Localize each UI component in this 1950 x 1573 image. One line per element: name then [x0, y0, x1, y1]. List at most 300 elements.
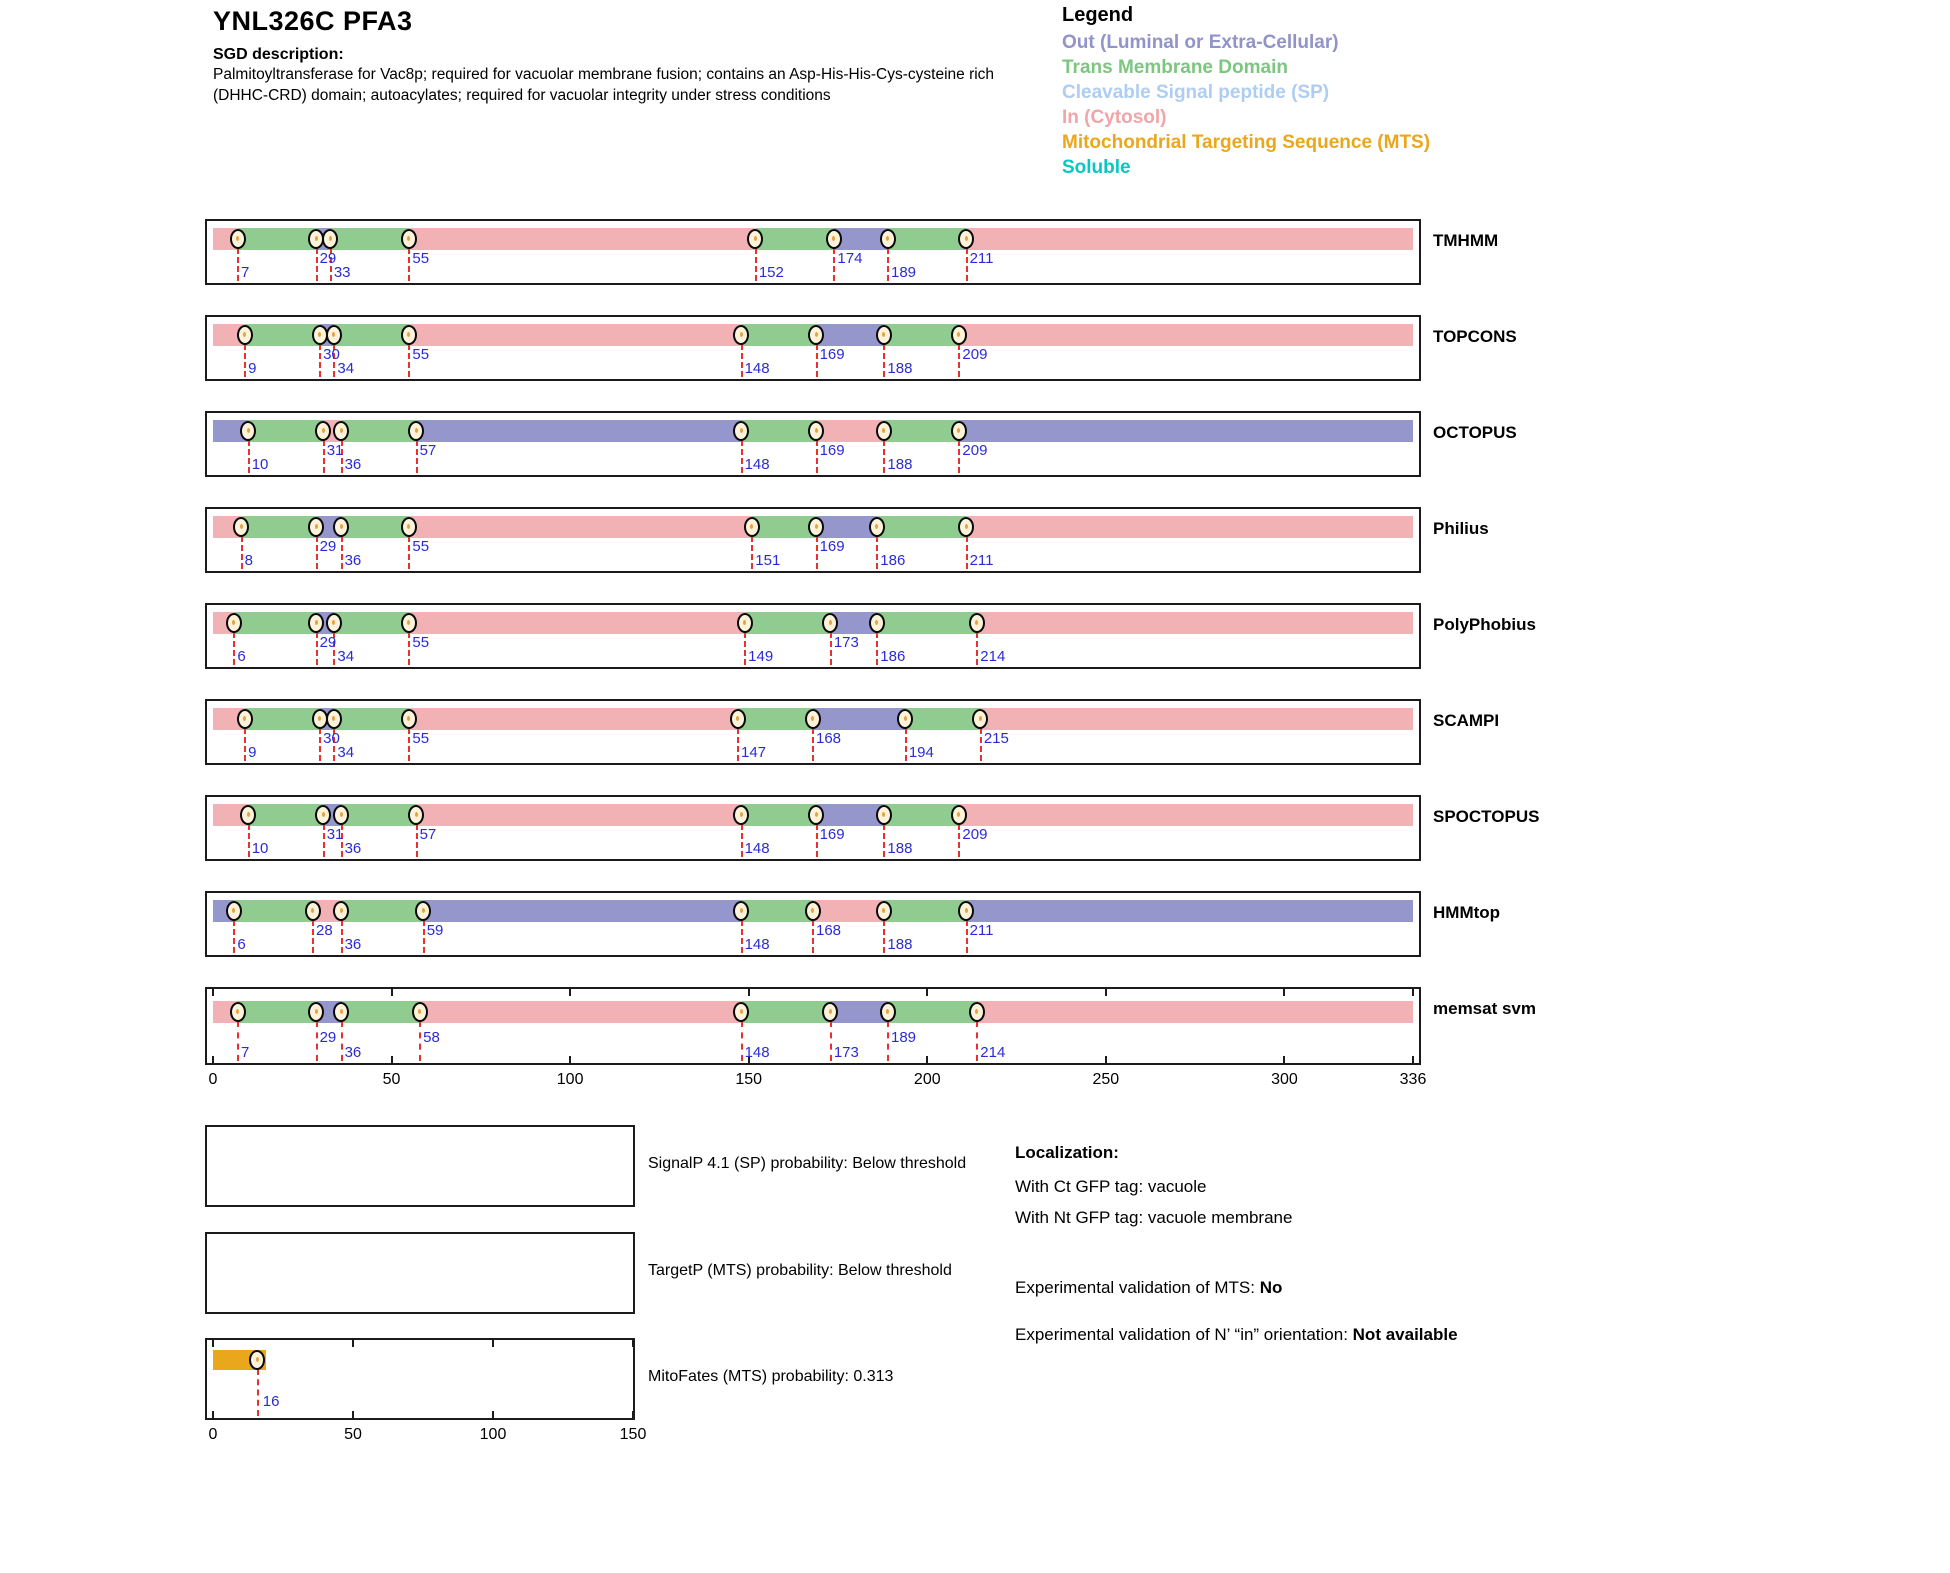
- boundary-marker: [805, 709, 821, 729]
- boundary-dashline: [958, 440, 960, 473]
- boundary-label: 168: [816, 922, 842, 939]
- axis-tick: [352, 1411, 354, 1418]
- boundary-marker: [249, 1350, 265, 1370]
- boundary-dashline: [423, 920, 425, 953]
- axis-tick: [212, 1411, 214, 1418]
- boundary-marker: [969, 1002, 985, 1022]
- segment-in: [959, 804, 1413, 826]
- boundary-marker: [733, 325, 749, 345]
- axis-tick: [632, 1411, 634, 1418]
- boundary-label: 58: [423, 1029, 440, 1046]
- boundary-label: 174: [837, 250, 863, 267]
- axis-tick: [391, 989, 393, 996]
- boundary-label: 55: [412, 634, 430, 651]
- boundary-marker: [805, 901, 821, 921]
- boundary-label: 173: [833, 1044, 859, 1061]
- boundary-dashline: [319, 344, 321, 377]
- axis-tick-label: 0: [208, 1426, 218, 1443]
- boundary-label: 189: [891, 264, 917, 281]
- boundary-label: 33: [333, 264, 351, 281]
- boundary-marker: [737, 613, 753, 633]
- boundary-label: 214: [980, 648, 1006, 665]
- boundary-dashline: [341, 1021, 343, 1061]
- targetp-plot: [205, 1232, 635, 1314]
- boundary-dashline: [341, 536, 343, 569]
- axis-tick: [926, 1056, 928, 1063]
- boundary-marker: [951, 805, 967, 825]
- segment-tm: [742, 1001, 831, 1023]
- segment-tm: [245, 708, 320, 730]
- sgd-description-text: Palmitoyltransferase for Vac8p; required for vacuolar membrane fusion; contains an Asp-His-His-Cys-cysteine rich (DHHC-CRD) domain; autoacylates; required for vacuolar integrity under stress conditions: [213, 66, 995, 104]
- boundary-marker: [333, 517, 349, 537]
- axis-tick: [1105, 1056, 1107, 1063]
- signalp-plot-label: SignalP 4.1 (SP) probability: Below threshold: [648, 1155, 967, 1172]
- boundary-marker: [733, 805, 749, 825]
- boundary-marker: [869, 613, 885, 633]
- segment-tm: [342, 1001, 421, 1023]
- segment-tm: [342, 516, 410, 538]
- track-name: SPOCTOPUS: [1433, 807, 1540, 826]
- mts-line-prefix: Experimental validation of MTS:: [1015, 1278, 1260, 1297]
- segment-out: [817, 804, 885, 826]
- boundary-dashline: [241, 536, 243, 569]
- boundary-label: 8: [244, 552, 253, 569]
- boundary-label: 169: [819, 442, 845, 459]
- segment-in: [417, 804, 742, 826]
- axis-tick: [352, 1340, 354, 1347]
- orientation-line-prefix: Experimental validation of N’ “in” orientation:: [1015, 1325, 1353, 1344]
- boundary-marker: [869, 517, 885, 537]
- segment-tm: [334, 612, 409, 634]
- axis-tick-label: 150: [735, 1071, 763, 1088]
- segment-tm: [334, 324, 409, 346]
- boundary-dashline: [816, 344, 818, 377]
- segment-out: [817, 324, 885, 346]
- boundary-dashline: [416, 824, 418, 857]
- boundary-marker: [880, 1002, 896, 1022]
- boundary-label: 59: [426, 922, 444, 939]
- boundary-marker: [230, 229, 246, 249]
- boundary-marker: [308, 1002, 324, 1022]
- segment-in: [977, 612, 1413, 634]
- segment-in: [409, 516, 752, 538]
- boundary-label: 31: [326, 442, 344, 459]
- boundary-marker: [880, 229, 896, 249]
- boundary-label: 10: [251, 456, 269, 473]
- segment-tm: [884, 804, 959, 826]
- boundary-dashline: [323, 824, 325, 857]
- boundary-label: 188: [887, 456, 913, 473]
- segment-tm: [342, 804, 417, 826]
- boundary-label: 9: [248, 360, 257, 377]
- boundary-label: 9: [248, 744, 257, 761]
- boundary-marker: [315, 805, 331, 825]
- localization-orientation-line: [1015, 1322, 1470, 1348]
- boundary-label: 151: [755, 552, 781, 569]
- track-name: memsat svm: [1433, 999, 1537, 1018]
- axis-tick-label: 200: [913, 1071, 941, 1088]
- boundary-dashline: [816, 824, 818, 857]
- boundary-dashline: [244, 728, 246, 761]
- boundary-marker: [897, 709, 913, 729]
- legend-item: Out (Luminal or Extra-Cellular): [1062, 32, 1339, 53]
- boundary-label: 30: [323, 346, 340, 363]
- boundary-label: 186: [880, 552, 906, 569]
- boundary-label: 169: [819, 826, 845, 843]
- boundary-dashline: [419, 1021, 421, 1061]
- localization-ct-line: With Ct GFP tag: vacuole: [1015, 1177, 1207, 1196]
- segment-in: [409, 228, 755, 250]
- boundary-dashline: [323, 440, 325, 473]
- boundary-label: 36: [344, 456, 362, 473]
- boundary-dashline: [883, 824, 885, 857]
- boundary-label: 55: [412, 538, 430, 555]
- segment-tm: [249, 420, 324, 442]
- boundary-dashline: [316, 632, 318, 665]
- boundary-marker: [972, 709, 988, 729]
- legend-item: Cleavable Signal peptide (SP): [1062, 82, 1330, 103]
- boundary-dashline: [316, 248, 318, 281]
- segment-out: [959, 420, 1413, 442]
- boundary-dashline: [966, 536, 968, 569]
- segment-out: [417, 420, 742, 442]
- legend: [1062, 4, 1430, 180]
- boundary-marker: [412, 1002, 428, 1022]
- segment-tm: [331, 228, 410, 250]
- track-name: HMMtop: [1433, 903, 1501, 922]
- boundary-marker: [240, 805, 256, 825]
- boundary-dashline: [887, 1021, 889, 1061]
- legend-item: In (Cytosol): [1062, 107, 1167, 128]
- axis-tick-label: 336: [1399, 1071, 1427, 1088]
- localization-nt-line: With Nt GFP tag: vacuole membrane: [1015, 1208, 1293, 1227]
- legend-item: Trans Membrane Domain: [1062, 57, 1288, 78]
- segment-in: [409, 708, 738, 730]
- boundary-dashline: [319, 728, 321, 761]
- boundary-label: 148: [744, 360, 770, 377]
- boundary-label: 148: [744, 456, 770, 473]
- boundary-dashline: [237, 248, 239, 281]
- boundary-marker: [333, 1002, 349, 1022]
- segment-in: [409, 324, 741, 346]
- boundary-label: 55: [412, 346, 430, 363]
- boundary-label: 29: [319, 250, 337, 267]
- boundary-dashline: [741, 1021, 743, 1061]
- boundary-label: 209: [962, 442, 988, 459]
- boundary-marker: [733, 1002, 749, 1022]
- boundary-marker: [226, 613, 242, 633]
- axis-tick: [212, 1340, 214, 1347]
- boundary-label: 168: [816, 730, 842, 747]
- boundary-marker: [233, 517, 249, 537]
- boundary-marker: [876, 805, 892, 825]
- boundary-marker: [822, 613, 838, 633]
- boundary-dashline: [408, 728, 410, 761]
- boundary-dashline: [816, 440, 818, 473]
- boundary-label: 209: [962, 826, 988, 843]
- boundary-dashline: [741, 920, 743, 953]
- segment-tm: [877, 516, 966, 538]
- boundary-label: 148: [744, 936, 770, 953]
- axis-tick-label: 300: [1271, 1071, 1298, 1088]
- boundary-label: 211: [969, 250, 994, 267]
- segment-tm: [742, 324, 817, 346]
- boundary-label: 36: [344, 1044, 362, 1061]
- axis-tick: [748, 989, 750, 996]
- boundary-marker: [747, 229, 763, 249]
- boundary-marker: [876, 421, 892, 441]
- boundary-dashline: [876, 536, 878, 569]
- boundary-marker: [240, 421, 256, 441]
- boundary-marker: [333, 805, 349, 825]
- boundary-marker: [326, 709, 342, 729]
- boundary-dashline: [751, 536, 753, 569]
- boundary-marker: [958, 901, 974, 921]
- boundary-label: 34: [337, 648, 355, 665]
- axis-tick: [1412, 1056, 1414, 1063]
- boundary-marker: [401, 229, 417, 249]
- axis-tick: [212, 1056, 214, 1063]
- segment-tm: [249, 804, 324, 826]
- boundary-label: 30: [323, 730, 340, 747]
- boundary-label: 173: [833, 634, 859, 651]
- boundary-marker: [326, 613, 342, 633]
- boundary-marker: [733, 901, 749, 921]
- boundary-dashline: [883, 344, 885, 377]
- legend-items: [1062, 30, 1430, 180]
- boundary-dashline: [341, 920, 343, 953]
- boundary-dashline: [316, 536, 318, 569]
- boundary-label: 188: [887, 936, 913, 953]
- axis-tick: [569, 989, 571, 996]
- signalp-plot: [205, 1125, 635, 1207]
- segment-tm: [884, 324, 959, 346]
- legend-item: Mitochondrial Targeting Sequence (MTS): [1062, 132, 1431, 153]
- segment-tm: [888, 1001, 977, 1023]
- boundary-dashline: [237, 1021, 239, 1061]
- boundary-dashline: [812, 728, 814, 761]
- boundary-label: 189: [891, 1029, 917, 1046]
- boundary-marker: [401, 709, 417, 729]
- boundary-dashline: [737, 728, 739, 761]
- axis-tick-label: 100: [479, 1426, 507, 1443]
- boundary-label: 211: [969, 922, 994, 939]
- segment-in: [967, 228, 1413, 250]
- boundary-label: 149: [748, 648, 774, 665]
- axis-tick-label: 150: [619, 1426, 647, 1443]
- segment-in: [981, 708, 1413, 730]
- boundary-label: 188: [887, 840, 913, 857]
- segment-in: [959, 324, 1413, 346]
- boundary-marker: [315, 421, 331, 441]
- boundary-marker: [969, 613, 985, 633]
- axis-tick: [492, 1340, 494, 1347]
- axis-tick-label: 50: [344, 1426, 362, 1443]
- boundary-marker: [401, 325, 417, 345]
- boundary-dashline: [830, 632, 832, 665]
- boundary-dashline: [316, 1021, 318, 1061]
- boundary-dashline: [876, 632, 878, 665]
- boundary-marker: [333, 901, 349, 921]
- boundary-marker: [822, 1002, 838, 1022]
- boundary-dashline: [744, 632, 746, 665]
- segment-tm: [245, 324, 320, 346]
- boundary-label: 57: [419, 826, 437, 843]
- segment-tm: [884, 420, 959, 442]
- boundary-marker: [876, 901, 892, 921]
- boundary-marker: [408, 421, 424, 441]
- boundary-dashline: [883, 440, 885, 473]
- mitofates-plot-label: MitoFates (MTS) probability: 0.313: [648, 1368, 894, 1385]
- boundary-label: 169: [819, 346, 845, 363]
- segment-tm: [238, 1001, 317, 1023]
- boundary-dashline: [741, 824, 743, 857]
- boundary-dashline: [966, 920, 968, 953]
- boundary-dashline: [976, 632, 978, 665]
- sgd-description-label: SGD description:: [213, 46, 344, 63]
- boundary-label: 148: [744, 1044, 770, 1061]
- boundary-dashline: [976, 1021, 978, 1061]
- segment-in: [817, 420, 885, 442]
- boundary-dashline: [741, 440, 743, 473]
- axis-tick: [492, 1411, 494, 1418]
- boundary-label: 55: [412, 250, 430, 267]
- boundary-dashline: [883, 920, 885, 953]
- axis-tick-label: 0: [208, 1071, 218, 1088]
- boundary-marker: [808, 517, 824, 537]
- boundary-label: 169: [819, 538, 845, 555]
- boundary-marker: [876, 325, 892, 345]
- boundary-marker: [230, 1002, 246, 1022]
- track-name: Philius: [1433, 519, 1489, 538]
- segment-out: [424, 900, 742, 922]
- boundary-dashline: [248, 440, 250, 473]
- boundary-dashline: [416, 440, 418, 473]
- localization-mts-line: [1015, 1275, 1485, 1301]
- boundary-label: 29: [319, 634, 337, 651]
- segment-tm: [888, 228, 967, 250]
- boundary-marker: [326, 325, 342, 345]
- boundary-dashline: [887, 248, 889, 281]
- boundary-marker: [730, 709, 746, 729]
- segment-tm: [334, 708, 409, 730]
- track-name: SCAMPI: [1433, 711, 1500, 730]
- boundary-label: 6: [237, 648, 246, 665]
- boundary-marker: [401, 517, 417, 537]
- boundary-label: 28: [316, 922, 333, 939]
- boundary-dashline: [408, 344, 410, 377]
- boundary-label: 16: [262, 1393, 280, 1410]
- boundary-dashline: [958, 344, 960, 377]
- boundary-label: 7: [241, 264, 250, 281]
- boundary-label: 186: [880, 648, 906, 665]
- boundary-label: 7: [241, 1044, 250, 1061]
- boundary-label: 152: [758, 264, 784, 281]
- boundary-marker: [237, 709, 253, 729]
- segment-tm: [745, 612, 831, 634]
- boundary-label: 31: [326, 826, 344, 843]
- axis-tick-label: 50: [382, 1071, 401, 1088]
- segment-tm: [242, 516, 317, 538]
- boundary-label: 215: [983, 730, 1009, 747]
- segment-tm: [234, 612, 316, 634]
- boundary-marker: [415, 901, 431, 921]
- boundary-marker: [808, 805, 824, 825]
- boundary-dashline: [233, 632, 235, 665]
- boundary-marker: [951, 325, 967, 345]
- segment-tm: [742, 804, 817, 826]
- boundary-label: 34: [337, 744, 355, 761]
- segment-out: [813, 708, 906, 730]
- boundary-label: 34: [337, 360, 355, 377]
- boundary-dashline: [812, 920, 814, 953]
- boundary-dashline: [755, 248, 757, 281]
- boundary-label: 148: [744, 840, 770, 857]
- axis-tick: [391, 1056, 393, 1063]
- segment-tm: [238, 228, 317, 250]
- boundary-dashline: [233, 920, 235, 953]
- track-name: TOPCONS: [1433, 327, 1517, 346]
- boundary-marker: [826, 229, 842, 249]
- orientation-line-value: Not available: [1352, 1325, 1458, 1344]
- boundary-dashline: [408, 248, 410, 281]
- boundary-marker: [733, 421, 749, 441]
- boundary-marker: [951, 421, 967, 441]
- boundary-label: 36: [344, 552, 362, 569]
- boundary-marker: [401, 613, 417, 633]
- segment-tm: [342, 900, 424, 922]
- boundary-dashline: [980, 728, 982, 761]
- boundary-label: 36: [344, 936, 362, 953]
- boundary-marker: [305, 901, 321, 921]
- segment-tm: [877, 612, 977, 634]
- boundary-marker: [226, 901, 242, 921]
- axis-tick: [926, 989, 928, 996]
- boundary-label: 147: [741, 744, 767, 761]
- axis-tick: [1283, 1056, 1285, 1063]
- axis-tick: [632, 1340, 634, 1347]
- boundary-label: 214: [980, 1044, 1006, 1061]
- boundary-dashline: [244, 344, 246, 377]
- track-name: OCTOPUS: [1433, 423, 1517, 442]
- boundary-marker: [237, 325, 253, 345]
- segment-in: [409, 612, 745, 634]
- segment-tm: [742, 900, 813, 922]
- boundary-dashline: [833, 248, 835, 281]
- axis-tick: [1105, 989, 1107, 996]
- boundary-marker: [308, 517, 324, 537]
- axis-tick: [1283, 989, 1285, 996]
- boundary-label: 6: [237, 936, 246, 953]
- boundary-dashline: [830, 1021, 832, 1061]
- axis-tick-label: 100: [556, 1071, 584, 1088]
- segment-in: [977, 1001, 1413, 1023]
- track-name: TMHMM: [1433, 231, 1499, 250]
- boundary-dashline: [408, 632, 410, 665]
- boundary-marker: [958, 517, 974, 537]
- boundary-label: 29: [319, 1029, 337, 1046]
- boundary-label: 188: [887, 360, 913, 377]
- segment-tm: [342, 420, 417, 442]
- boundary-marker: [333, 421, 349, 441]
- legend-item: Soluble: [1062, 157, 1131, 178]
- axis-tick: [569, 1056, 571, 1063]
- boundary-dashline: [257, 1369, 259, 1416]
- boundary-marker: [744, 517, 760, 537]
- boundary-label: 55: [412, 730, 430, 747]
- segment-out: [967, 900, 1413, 922]
- mts-line-value: No: [1259, 1278, 1283, 1297]
